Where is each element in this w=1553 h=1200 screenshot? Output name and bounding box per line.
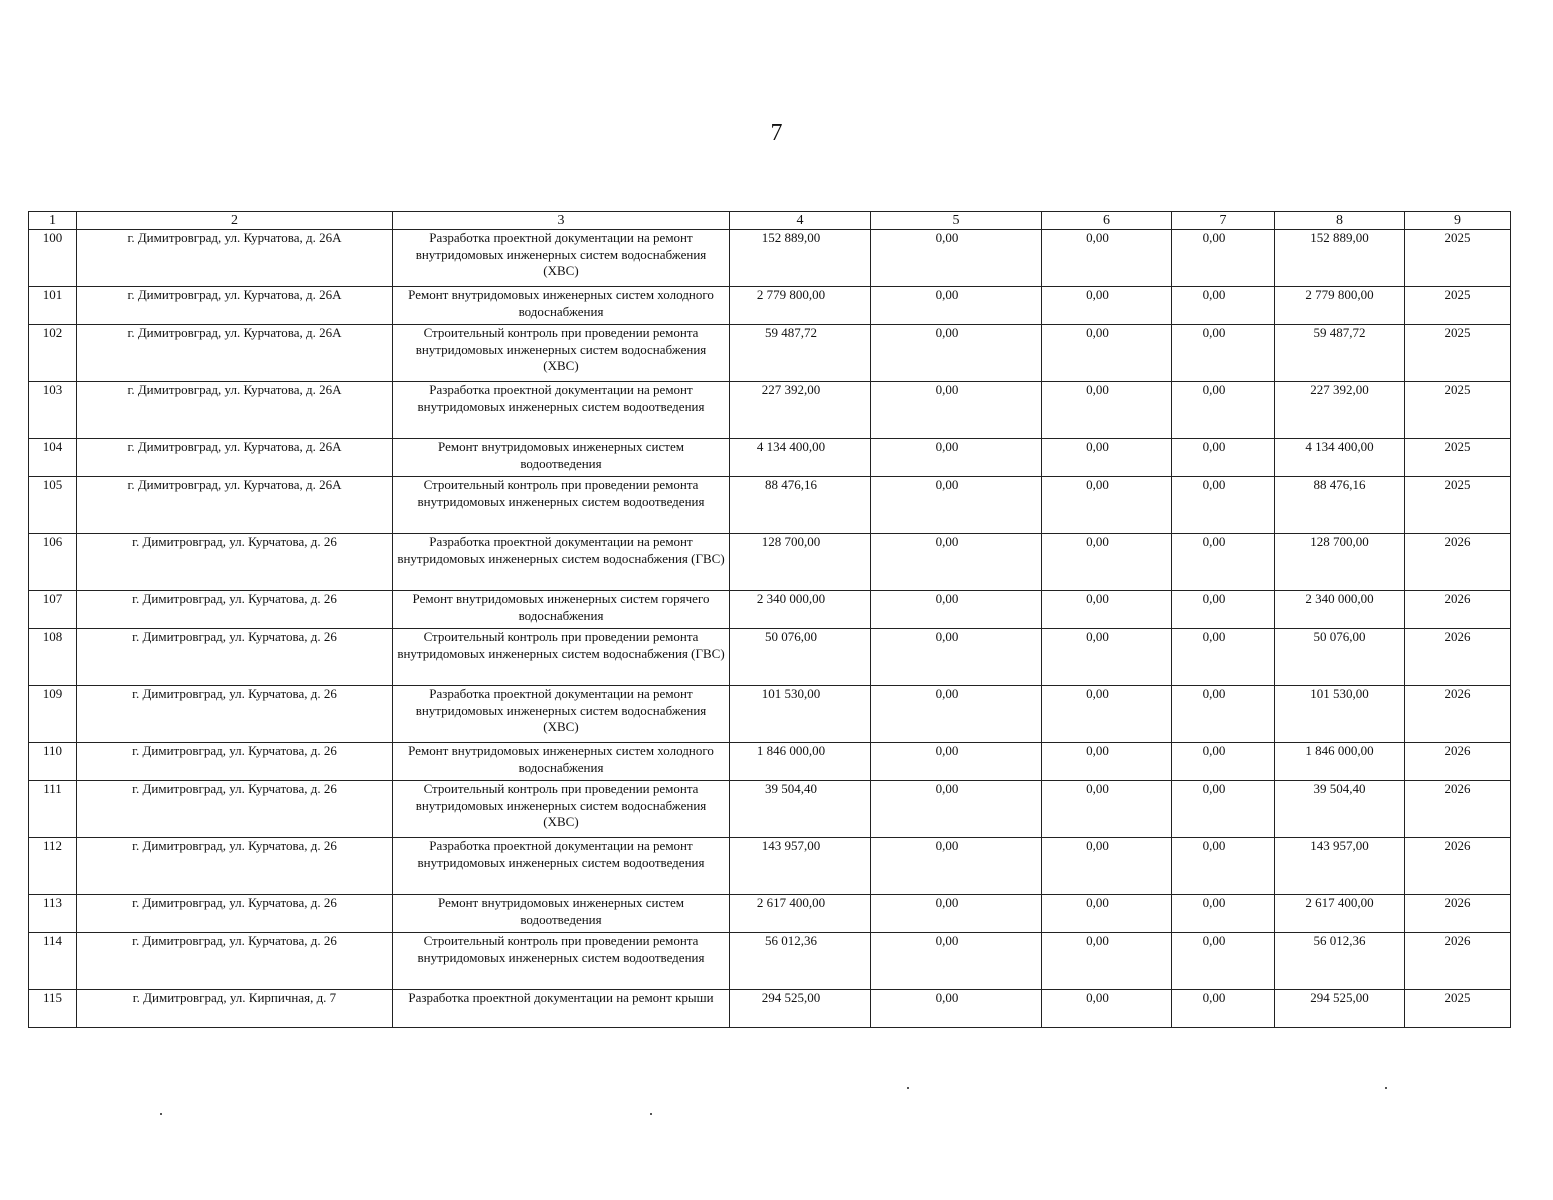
column-header: 4	[730, 212, 871, 230]
row-number-cell: 114	[29, 933, 77, 990]
row-number-cell: 105	[29, 477, 77, 534]
amount-col6-cell: 0,00	[1042, 534, 1172, 591]
table-row	[29, 287, 1511, 325]
year-cell: 2026	[1405, 933, 1511, 990]
amount-col4-cell: 2 779 800,00	[730, 287, 871, 325]
work-description-cell: Разработка проектной документации на ремонт внутридомовых инженерных систем водоснабжения (ХВС)	[393, 686, 730, 743]
row-number-cell: 113	[29, 895, 77, 933]
amount-col8-cell: 88 476,16	[1275, 477, 1405, 534]
table-row	[29, 838, 1511, 895]
year-cell: 2025	[1405, 230, 1511, 287]
amount-col6-cell: 0,00	[1042, 325, 1172, 382]
column-header: 7	[1172, 212, 1275, 230]
work-description-cell: Ремонт внутридомовых инженерных систем холодного водоснабжения	[393, 743, 730, 781]
amount-col7-cell: 0,00	[1172, 439, 1275, 477]
amount-col5-cell: 0,00	[871, 895, 1042, 933]
amount-col5-cell: 0,00	[871, 287, 1042, 325]
work-description-cell: Разработка проектной документации на ремонт внутридомовых инженерных систем водоснабжения (ГВС)	[393, 534, 730, 591]
amount-col8-cell: 59 487,72	[1275, 325, 1405, 382]
amount-col6-cell: 0,00	[1042, 781, 1172, 838]
amount-col6-cell: 0,00	[1042, 895, 1172, 933]
address-cell: г. Димитровград, ул. Кирпичная, д. 7	[77, 990, 393, 1028]
work-description-cell: Строительный контроль при проведении ремонта внутридомовых инженерных систем водоснабжения (ХВС)	[393, 325, 730, 382]
year-cell: 2025	[1405, 287, 1511, 325]
amount-col4-cell: 39 504,40	[730, 781, 871, 838]
amount-col8-cell: 56 012,36	[1275, 933, 1405, 990]
amount-col6-cell: 0,00	[1042, 743, 1172, 781]
table-row	[29, 477, 1511, 534]
amount-col6-cell: 0,00	[1042, 933, 1172, 990]
amount-col4-cell: 2 340 000,00	[730, 591, 871, 629]
works-table	[28, 211, 1511, 1028]
amount-col4-cell: 2 617 400,00	[730, 895, 871, 933]
amount-col7-cell: 0,00	[1172, 325, 1275, 382]
work-description-cell: Строительный контроль при проведении ремонта внутридомовых инженерных систем водоотведения	[393, 477, 730, 534]
column-header: 5	[871, 212, 1042, 230]
table-row	[29, 743, 1511, 781]
work-description-cell: Ремонт внутридомовых инженерных систем водоотведения	[393, 895, 730, 933]
amount-col6-cell: 0,00	[1042, 838, 1172, 895]
table-row	[29, 325, 1511, 382]
amount-col7-cell: 0,00	[1172, 990, 1275, 1028]
amount-col8-cell: 2 779 800,00	[1275, 287, 1405, 325]
table-row	[29, 781, 1511, 838]
amount-col5-cell: 0,00	[871, 382, 1042, 439]
amount-col6-cell: 0,00	[1042, 477, 1172, 534]
address-cell: г. Димитровград, ул. Курчатова, д. 26А	[77, 382, 393, 439]
row-number-cell: 101	[29, 287, 77, 325]
amount-col7-cell: 0,00	[1172, 534, 1275, 591]
address-cell: г. Димитровград, ул. Курчатова, д. 26	[77, 781, 393, 838]
year-cell: 2026	[1405, 838, 1511, 895]
amount-col8-cell: 1 846 000,00	[1275, 743, 1405, 781]
year-cell: 2026	[1405, 781, 1511, 838]
amount-col5-cell: 0,00	[871, 933, 1042, 990]
amount-col6-cell: 0,00	[1042, 230, 1172, 287]
address-cell: г. Димитровград, ул. Курчатова, д. 26А	[77, 439, 393, 477]
year-cell: 2025	[1405, 382, 1511, 439]
address-cell: г. Димитровград, ул. Курчатова, д. 26	[77, 743, 393, 781]
work-description-cell: Строительный контроль при проведении ремонта внутридомовых инженерных систем водоотведения	[393, 933, 730, 990]
amount-col7-cell: 0,00	[1172, 895, 1275, 933]
year-cell: 2025	[1405, 325, 1511, 382]
row-number-cell: 111	[29, 781, 77, 838]
work-description-cell: Ремонт внутридомовых инженерных систем холодного водоснабжения	[393, 287, 730, 325]
year-cell: 2026	[1405, 743, 1511, 781]
row-number-cell: 104	[29, 439, 77, 477]
amount-col4-cell: 152 889,00	[730, 230, 871, 287]
column-header: 8	[1275, 212, 1405, 230]
row-number-cell: 100	[29, 230, 77, 287]
column-header: 6	[1042, 212, 1172, 230]
year-cell: 2025	[1405, 439, 1511, 477]
amount-col5-cell: 0,00	[871, 838, 1042, 895]
amount-col5-cell: 0,00	[871, 743, 1042, 781]
work-description-cell: Разработка проектной документации на ремонт внутридомовых инженерных систем водоотведения	[393, 382, 730, 439]
amount-col8-cell: 101 530,00	[1275, 686, 1405, 743]
amount-col8-cell: 128 700,00	[1275, 534, 1405, 591]
table-row	[29, 895, 1511, 933]
page-number: 7	[770, 120, 783, 146]
amount-col5-cell: 0,00	[871, 230, 1042, 287]
scan-speck	[160, 1113, 162, 1115]
year-cell: 2026	[1405, 686, 1511, 743]
amount-col4-cell: 4 134 400,00	[730, 439, 871, 477]
scan-speck	[1385, 1087, 1387, 1089]
amount-col6-cell: 0,00	[1042, 287, 1172, 325]
scan-speck	[907, 1087, 909, 1089]
address-cell: г. Димитровград, ул. Курчатова, д. 26	[77, 629, 393, 686]
scan-speck	[650, 1113, 652, 1115]
address-cell: г. Димитровград, ул. Курчатова, д. 26А	[77, 287, 393, 325]
table-row	[29, 382, 1511, 439]
amount-col4-cell: 50 076,00	[730, 629, 871, 686]
amount-col5-cell: 0,00	[871, 477, 1042, 534]
column-number-row	[29, 212, 1511, 230]
amount-col4-cell: 88 476,16	[730, 477, 871, 534]
work-description-cell: Строительный контроль при проведении ремонта внутридомовых инженерных систем водоснабжения (ХВС)	[393, 781, 730, 838]
amount-col5-cell: 0,00	[871, 990, 1042, 1028]
amount-col4-cell: 1 846 000,00	[730, 743, 871, 781]
amount-col5-cell: 0,00	[871, 591, 1042, 629]
amount-col8-cell: 4 134 400,00	[1275, 439, 1405, 477]
address-cell: г. Димитровград, ул. Курчатова, д. 26	[77, 838, 393, 895]
year-cell: 2026	[1405, 895, 1511, 933]
row-number-cell: 106	[29, 534, 77, 591]
column-header: 3	[393, 212, 730, 230]
amount-col4-cell: 56 012,36	[730, 933, 871, 990]
year-cell: 2026	[1405, 534, 1511, 591]
amount-col6-cell: 0,00	[1042, 439, 1172, 477]
address-cell: г. Димитровград, ул. Курчатова, д. 26	[77, 591, 393, 629]
row-number-cell: 107	[29, 591, 77, 629]
amount-col6-cell: 0,00	[1042, 990, 1172, 1028]
table-row	[29, 534, 1511, 591]
row-number-cell: 102	[29, 325, 77, 382]
year-cell: 2026	[1405, 591, 1511, 629]
amount-col5-cell: 0,00	[871, 534, 1042, 591]
amount-col6-cell: 0,00	[1042, 629, 1172, 686]
table-row	[29, 629, 1511, 686]
year-cell: 2025	[1405, 477, 1511, 534]
amount-col5-cell: 0,00	[871, 629, 1042, 686]
work-description-cell: Строительный контроль при проведении ремонта внутридомовых инженерных систем водоснабжения (ГВС)	[393, 629, 730, 686]
amount-col5-cell: 0,00	[871, 325, 1042, 382]
amount-col6-cell: 0,00	[1042, 591, 1172, 629]
amount-col7-cell: 0,00	[1172, 629, 1275, 686]
work-description-cell: Ремонт внутридомовых инженерных систем горячего водоснабжения	[393, 591, 730, 629]
amount-col4-cell: 227 392,00	[730, 382, 871, 439]
amount-col8-cell: 2 340 000,00	[1275, 591, 1405, 629]
year-cell: 2025	[1405, 990, 1511, 1028]
amount-col8-cell: 39 504,40	[1275, 781, 1405, 838]
row-number-cell: 112	[29, 838, 77, 895]
column-header: 1	[29, 212, 77, 230]
address-cell: г. Димитровград, ул. Курчатова, д. 26А	[77, 477, 393, 534]
work-description-cell: Разработка проектной документации на ремонт внутридомовых инженерных систем водоснабжения (ХВС)	[393, 230, 730, 287]
table-row	[29, 933, 1511, 990]
row-number-cell: 110	[29, 743, 77, 781]
amount-col8-cell: 50 076,00	[1275, 629, 1405, 686]
table-row	[29, 990, 1511, 1028]
address-cell: г. Димитровград, ул. Курчатова, д. 26А	[77, 230, 393, 287]
amount-col7-cell: 0,00	[1172, 933, 1275, 990]
amount-col7-cell: 0,00	[1172, 477, 1275, 534]
table-row	[29, 439, 1511, 477]
amount-col6-cell: 0,00	[1042, 382, 1172, 439]
address-cell: г. Димитровград, ул. Курчатова, д. 26	[77, 895, 393, 933]
amount-col4-cell: 143 957,00	[730, 838, 871, 895]
row-number-cell: 103	[29, 382, 77, 439]
row-number-cell: 115	[29, 990, 77, 1028]
address-cell: г. Димитровград, ул. Курчатова, д. 26	[77, 534, 393, 591]
amount-col7-cell: 0,00	[1172, 743, 1275, 781]
amount-col5-cell: 0,00	[871, 686, 1042, 743]
amount-col7-cell: 0,00	[1172, 591, 1275, 629]
amount-col5-cell: 0,00	[871, 439, 1042, 477]
table-row	[29, 591, 1511, 629]
table-row	[29, 686, 1511, 743]
column-header: 2	[77, 212, 393, 230]
amount-col4-cell: 128 700,00	[730, 534, 871, 591]
amount-col8-cell: 294 525,00	[1275, 990, 1405, 1028]
work-description-cell: Ремонт внутридомовых инженерных систем водоотведения	[393, 439, 730, 477]
amount-col6-cell: 0,00	[1042, 686, 1172, 743]
amount-col8-cell: 227 392,00	[1275, 382, 1405, 439]
row-number-cell: 108	[29, 629, 77, 686]
address-cell: г. Димитровград, ул. Курчатова, д. 26	[77, 933, 393, 990]
amount-col8-cell: 143 957,00	[1275, 838, 1405, 895]
amount-col7-cell: 0,00	[1172, 686, 1275, 743]
table-row	[29, 230, 1511, 287]
amount-col7-cell: 0,00	[1172, 230, 1275, 287]
amount-col8-cell: 152 889,00	[1275, 230, 1405, 287]
column-header: 9	[1405, 212, 1511, 230]
year-cell: 2026	[1405, 629, 1511, 686]
row-number-cell: 109	[29, 686, 77, 743]
amount-col4-cell: 59 487,72	[730, 325, 871, 382]
work-description-cell: Разработка проектной документации на ремонт внутридомовых инженерных систем водоотведения	[393, 838, 730, 895]
amount-col7-cell: 0,00	[1172, 781, 1275, 838]
table-body	[29, 230, 1511, 1028]
amount-col7-cell: 0,00	[1172, 838, 1275, 895]
address-cell: г. Димитровград, ул. Курчатова, д. 26	[77, 686, 393, 743]
amount-col4-cell: 101 530,00	[730, 686, 871, 743]
work-description-cell: Разработка проектной документации на ремонт крыши	[393, 990, 730, 1028]
amount-col5-cell: 0,00	[871, 781, 1042, 838]
amount-col7-cell: 0,00	[1172, 287, 1275, 325]
address-cell: г. Димитровград, ул. Курчатова, д. 26А	[77, 325, 393, 382]
amount-col4-cell: 294 525,00	[730, 990, 871, 1028]
amount-col8-cell: 2 617 400,00	[1275, 895, 1405, 933]
amount-col7-cell: 0,00	[1172, 382, 1275, 439]
